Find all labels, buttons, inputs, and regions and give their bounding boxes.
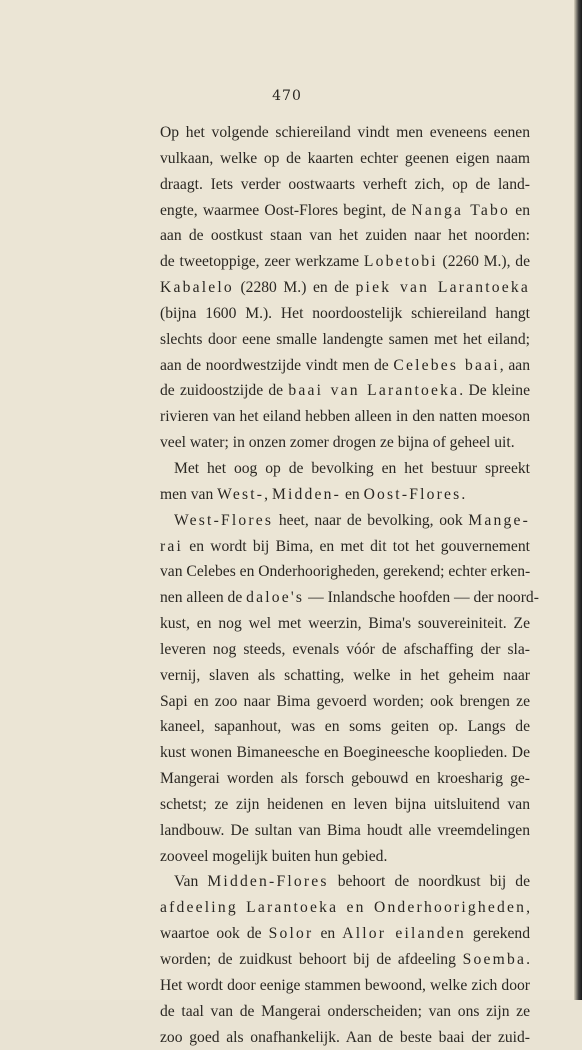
text-line — [160, 921, 530, 947]
text-run: kust wonen Bimaneesche en Boegineesche kooplieden. De — [160, 744, 530, 762]
text-run: vulkaan, welke op de kaarten echter geenen eigen naam — [160, 149, 530, 167]
text-line — [160, 172, 530, 198]
text-line — [160, 611, 530, 637]
spaced-name: Kabalelo — [160, 279, 234, 297]
text-run: — Inlandsche hoofden — der noord- — [304, 589, 539, 607]
spaced-name: Celebes baai — [393, 356, 500, 374]
text-run: (2260 M.), de — [437, 253, 530, 271]
spaced-name: Midden- — [271, 485, 342, 503]
text-line — [160, 430, 530, 456]
text-line — [160, 275, 530, 301]
text-run: Sapi en zoo naar Bima gevoerd worden; ook brengen ze — [160, 692, 530, 710]
text-line — [160, 844, 530, 870]
text-line — [160, 249, 530, 275]
text-run: Met het oog op de bevolking en het bestuur spreekt — [174, 459, 530, 477]
spaced-name: Soemba — [462, 951, 527, 968]
text-run: en wordt bij Bima, en met dit tot het gouvernement — [183, 537, 530, 555]
text-run: kust, en nog wel met weerzin, Bima's souvereiniteit. Ze — [160, 615, 530, 633]
text-run: de tweetoppige, zeer werkzame — [160, 253, 364, 271]
text-line — [160, 999, 530, 1025]
spaced-name: West-Flores — [174, 511, 274, 529]
text-line — [160, 146, 530, 172]
text-line — [160, 895, 530, 921]
text-run: slechts door eene smalle landengte samen met het eiland; — [160, 330, 530, 348]
text-run: . — [461, 485, 466, 503]
text-run: zooveel mogelijk buiten hun gebied. — [160, 847, 388, 865]
text-line — [160, 301, 530, 327]
text-run: . De kleine — [459, 382, 530, 400]
text-run: en — [313, 925, 343, 943]
text-run: schetst; ze zijn heidenen en leven bijna uitsluitend van — [160, 795, 530, 813]
text-line — [160, 404, 530, 430]
text-line — [160, 818, 530, 844]
spaced-name: piek van Larantoeka — [355, 279, 531, 297]
text-run: aan de oostkust staan van het zuiden naar het noorden: — [160, 227, 530, 245]
page-edge — [574, 0, 582, 1000]
text-run: , aan — [499, 356, 531, 374]
text-line — [160, 714, 530, 740]
text-line — [160, 740, 530, 766]
spaced-name: Lobetobi — [363, 253, 438, 271]
text-line — [160, 120, 530, 146]
text-run: behoort de noordkust bij de — [328, 873, 530, 891]
text-run: (2280 M.) en de — [233, 279, 356, 297]
spaced-name: Solor — [268, 925, 314, 943]
text-run: zoo goed als onafhankelijk. Aan de beste baai der zuid- — [160, 1028, 530, 1046]
text-line — [160, 378, 530, 404]
text-line — [160, 198, 530, 224]
text-run: Op het volgende schiereiland vindt men eveneens eenen — [160, 124, 530, 141]
text-line — [160, 663, 530, 689]
text-line — [160, 223, 530, 249]
text-run: engte, waarmee Oost-Flores begint, de — [160, 201, 412, 219]
spaced-name: West- — [217, 485, 265, 503]
text-run: waartoe ook de — [160, 925, 269, 943]
text-line — [160, 869, 530, 895]
body-text — [160, 120, 539, 1050]
spaced-name: Midden-Flores — [207, 873, 329, 891]
text-run: en — [510, 201, 530, 219]
text-line — [160, 353, 530, 379]
spaced-name: rai — [160, 537, 184, 555]
text-run: Van — [174, 873, 208, 891]
text-run: landbouw. De sultan van Bima houdt alle vreemdelingen — [160, 821, 530, 839]
text-line — [160, 637, 530, 663]
text-line — [160, 482, 530, 508]
spaced-name: afdeeling Larantoeka en Onderhoorigheden — [160, 899, 527, 917]
text-run: Het wordt door eenige stammen bewoond, welke zich door — [160, 976, 530, 994]
text-line — [160, 947, 530, 973]
text-run: veel water; in onzen zomer drogen ze bijna of geheel uit. — [160, 434, 515, 452]
text-run: en — [341, 485, 364, 503]
text-line — [160, 792, 530, 818]
text-run: de taal van de Mangerai onderscheiden; van ons zijn ze — [160, 1002, 530, 1020]
text-run: Mangerai worden als forsch gebouwd en kroesharig ge- — [160, 770, 530, 788]
text-line — [160, 1025, 530, 1050]
text-run: draagt. Iets verder oostwaarts verheft zich, op de land- — [160, 175, 530, 193]
text-run: rivieren van het eiland hebben alleen in den natten moeson — [160, 408, 530, 426]
text-line — [160, 585, 539, 611]
spaced-name: Mange- — [468, 511, 530, 529]
text-line — [160, 766, 530, 792]
text-run: de zuidoostzijde de — [160, 382, 289, 400]
text-run: vernij, slaven als schatting, welke in het geheim naar — [160, 666, 530, 684]
text-run: , — [526, 899, 530, 917]
text-run: men van — [160, 485, 218, 503]
spaced-name: Allor eilanden — [342, 925, 466, 943]
text-run: . — [526, 951, 530, 968]
text-run: leveren nog steeds, evenals vóór de afschaffing der sla- — [160, 640, 530, 658]
text-line — [160, 327, 530, 353]
text-run: kaneel, sapanhout, was en soms geiten op. Langs de — [160, 718, 530, 736]
page-number: 470 — [272, 88, 302, 104]
text-line — [160, 456, 530, 482]
text-line — [160, 973, 530, 999]
text-run: nen alleen de — [160, 589, 247, 607]
text-line — [160, 689, 530, 715]
text-run: gerekend — [465, 925, 531, 943]
text-run: heet, naar de bevolking, ook — [273, 511, 469, 529]
text-run: worden; de zuidkust behoort bij de afdeeling — [160, 951, 463, 968]
text-run: (bijna 1600 M.). Het noordoostelijk schiereiland hangt — [160, 304, 530, 322]
spaced-name: baai van Larantoeka — [288, 382, 460, 400]
text-line — [160, 534, 530, 560]
spaced-name: Oost-Flores — [363, 485, 462, 503]
text-run: van Celebes en Onderhoorigheden, gerekend; echter erken- — [160, 563, 531, 581]
text-line — [160, 508, 530, 534]
text-run: aan de noordwestzijde vindt men de — [160, 356, 394, 374]
text-run: , — [264, 485, 272, 503]
spaced-name: Nanga Tabo — [411, 201, 511, 219]
spaced-name: daloe's — [246, 589, 305, 607]
text-line — [160, 559, 530, 585]
